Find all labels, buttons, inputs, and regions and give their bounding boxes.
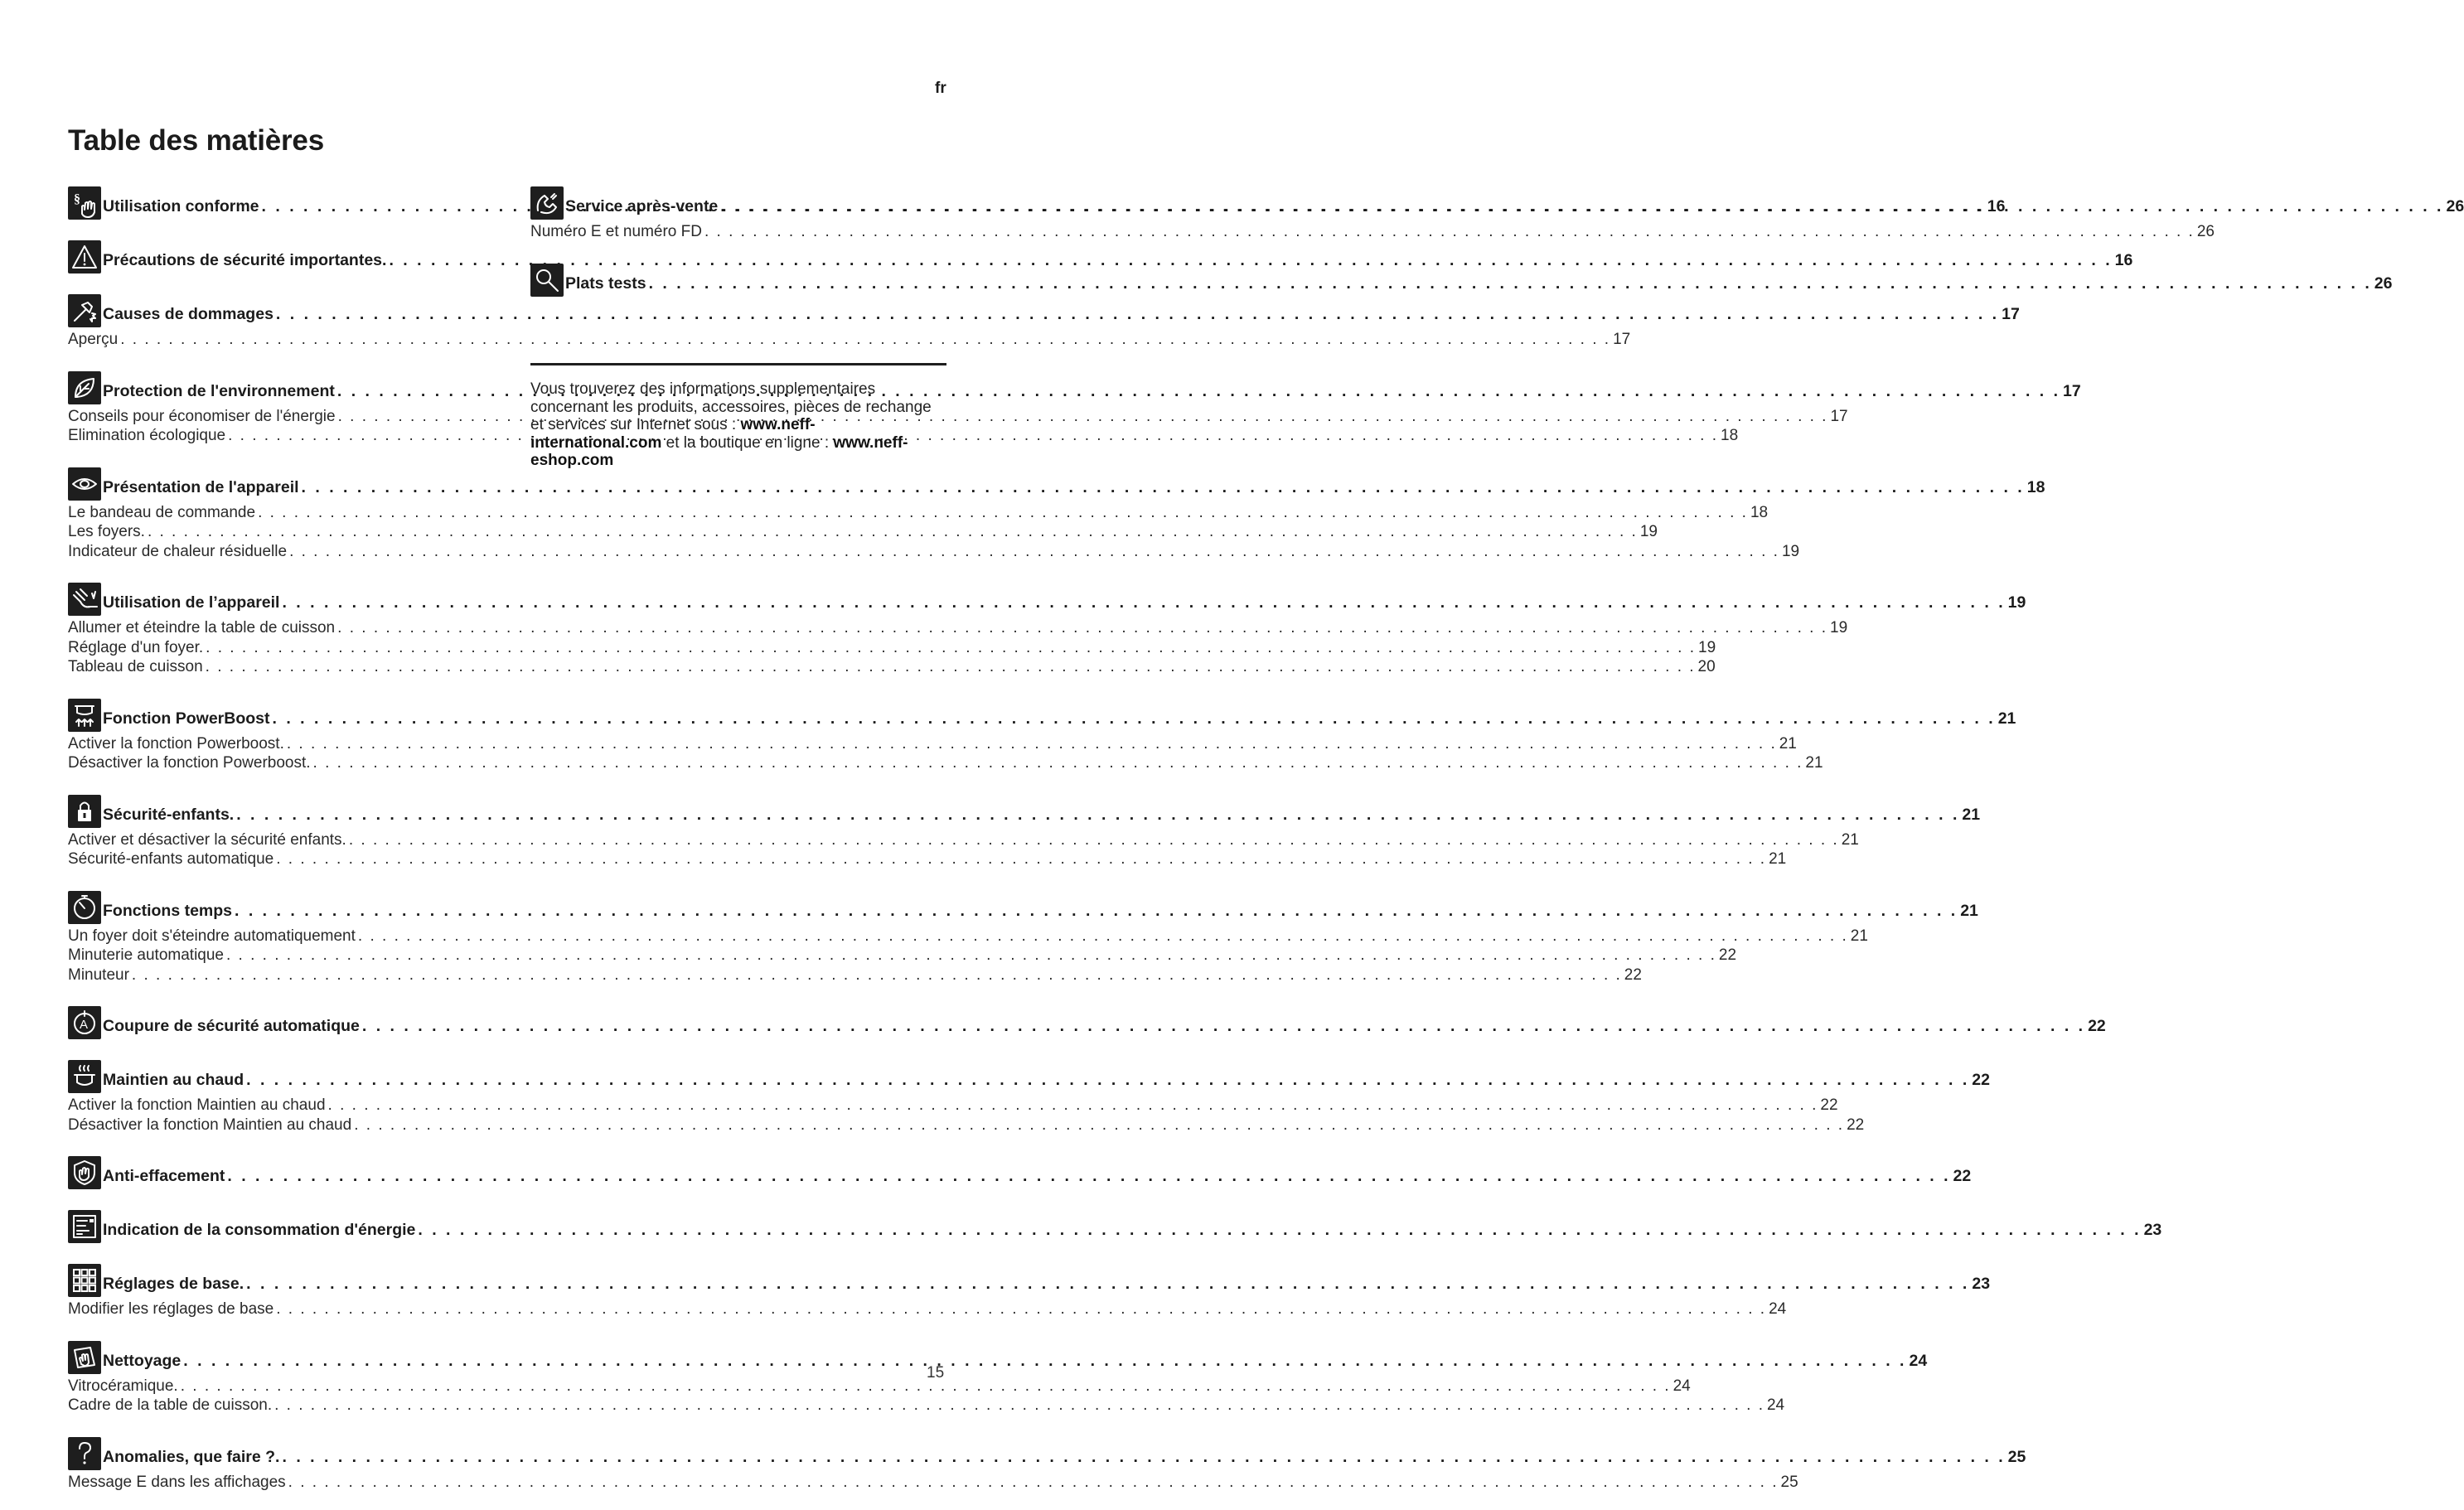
- energy-display-icon: [68, 1210, 101, 1243]
- leader-dots: [226, 946, 1716, 965]
- toc-subentry[interactable]: [68, 331, 1631, 351]
- toc-subentry[interactable]: [68, 1377, 1691, 1397]
- leader-dots: [287, 735, 1777, 753]
- toc-subentry[interactable]: [68, 830, 1859, 851]
- magnifier-icon: [530, 264, 564, 297]
- toc-page-number: 21: [1960, 901, 1978, 920]
- info-paragraph: [530, 380, 945, 470]
- toc-page-number: 18: [1750, 503, 1769, 521]
- toc-subentry[interactable]: [68, 542, 1800, 563]
- grid-settings-icon: [68, 1264, 101, 1297]
- section-hand-icon: [68, 186, 101, 220]
- toc-subentry-label: Numéro E et numéro FD: [530, 223, 702, 240]
- leader-dots: [282, 593, 2005, 612]
- toc-section: [68, 791, 1981, 870]
- leader-dots: [274, 1396, 1764, 1415]
- toc-subentry[interactable]: [68, 503, 1769, 524]
- toc-entry-title: Service après-vente: [565, 197, 719, 215]
- toc-subentry[interactable]: [68, 754, 1823, 774]
- toc-page-number: 19: [1698, 638, 1716, 656]
- toc-subentry-label: Activer et désactiver la sécurité enfants.: [68, 830, 346, 849]
- page-title: Table des matières: [68, 124, 324, 157]
- leader-dots: [276, 850, 1766, 869]
- toc-subentry-label: Aperçu: [68, 331, 119, 348]
- toc-entry-heading[interactable]: [103, 478, 2045, 501]
- toc-subentry[interactable]: [68, 523, 1658, 543]
- toc-subentries: [68, 734, 1823, 774]
- leader-dots: [258, 504, 1748, 522]
- toc-section: [68, 464, 2045, 563]
- toc-section-header: [68, 1434, 2026, 1470]
- toc-page-number: 22: [1718, 946, 1737, 964]
- leader-dots: [235, 902, 1958, 921]
- info-text: Vous trouverez des informations supplementaires concernant les produits, accessoires, pièces de rechange et services sur Internet sous :: [530, 380, 932, 433]
- toc-section: [68, 1261, 1991, 1320]
- toc-page-number: 19: [1830, 619, 1848, 636]
- toc-page-number: 18: [2026, 477, 2045, 496]
- leader-dots: [362, 1017, 2085, 1036]
- toc-section: [68, 579, 2026, 678]
- toc-page-number: 23: [2143, 1221, 2162, 1239]
- toc-page-number: 19: [2007, 593, 2026, 612]
- toc-subentry[interactable]: [530, 223, 2215, 243]
- toc-page-number: 25: [2007, 1447, 2026, 1466]
- toc-subentry[interactable]: [68, 1096, 1838, 1116]
- toc-page-number: 21: [1805, 754, 1823, 772]
- toc-entry-title: Utilisation conforme: [103, 197, 259, 215]
- toc-entry-heading[interactable]: [103, 593, 2026, 616]
- leader-dots: [704, 223, 2195, 241]
- info-link-eshop[interactable]: www.neff-eshop.com: [530, 433, 908, 469]
- toc-subentry-label: Minuterie automatique: [68, 946, 224, 964]
- leader-dots: [418, 1221, 2141, 1240]
- toc-subentry-label: Activer la fonction Powerboost.: [68, 734, 284, 753]
- toc-page-number: 19: [1639, 523, 1658, 540]
- toc-page-number: 22: [2088, 1017, 2106, 1035]
- toc-entry-heading[interactable]: [565, 197, 2464, 220]
- toc-entry-title: Anomalies, que faire ?.: [103, 1447, 280, 1466]
- toc-page-number: 26: [2446, 197, 2464, 215]
- toc-entry-heading[interactable]: [103, 806, 1980, 828]
- toc-subentry-label: Le bandeau de commande: [68, 503, 256, 521]
- toc-entry-title: Protection de l'environnement: [103, 381, 335, 400]
- toc-subentries: [68, 619, 1848, 678]
- toc-entry-heading[interactable]: [103, 1071, 1990, 1093]
- toc-entry-title: Nettoyage: [103, 1351, 182, 1370]
- toc-page-number: 26: [2196, 223, 2215, 240]
- divider: [530, 363, 946, 365]
- toc-section: [68, 1207, 2162, 1243]
- toc-subentry-label: Modifier les réglages de base: [68, 1300, 274, 1318]
- toc-entry-title: Utilisation de l’appareil: [103, 593, 280, 612]
- leader-dots: [132, 966, 1622, 985]
- leader-dots: [337, 619, 1827, 637]
- lock-icon: [68, 795, 101, 828]
- toc-section: [68, 1057, 1990, 1135]
- toc-subentry-label: Elimination écologique: [68, 427, 226, 444]
- toc-subentry-label: Désactiver la fonction Maintien au chaud: [68, 1116, 352, 1134]
- toc-page-number: 19: [1781, 542, 1800, 560]
- svg-text:§: §: [74, 192, 80, 206]
- toc-page-number: 26: [2374, 273, 2393, 293]
- toc-page-number: 22: [1624, 966, 1642, 984]
- toc-subentry[interactable]: [68, 638, 1716, 659]
- toc-subentry-label: Désactiver la fonction Powerboost.: [68, 754, 311, 772]
- wipe-protection-icon: [68, 1156, 101, 1189]
- toc-page-number: 23: [1972, 1275, 1991, 1293]
- hand-operation-icon: [68, 583, 101, 616]
- leader-dots: [313, 754, 1803, 772]
- toc-subentry[interactable]: [68, 927, 1868, 947]
- leader-dots: [206, 639, 1696, 657]
- toc-page-number: 21: [1841, 830, 1859, 849]
- toc-page-number: 16: [1987, 197, 2006, 215]
- toc-section-header: [68, 579, 2026, 616]
- toc-page-number: 18: [1721, 427, 1739, 444]
- stopwatch-icon: [68, 891, 101, 924]
- leader-dots: [282, 1448, 2005, 1467]
- toc-page-number: 22: [1972, 1071, 1990, 1089]
- toc-section-header: [68, 791, 1981, 828]
- leader-dots: [302, 478, 2025, 497]
- toc-subentry[interactable]: [68, 407, 1848, 428]
- auto-shutoff-icon: [68, 1006, 101, 1039]
- toc-page-number: 24: [1673, 1377, 1691, 1395]
- toc-entry-title: Plats tests: [565, 273, 646, 293]
- leader-dots: [328, 1096, 1818, 1115]
- warning-triangle-icon: [68, 240, 101, 273]
- toc-subentry-label: Sécurité-enfants automatique: [68, 850, 274, 868]
- leader-dots: [649, 274, 2372, 293]
- toc-subentry[interactable]: [68, 966, 1642, 986]
- toc-subentry[interactable]: [68, 734, 1797, 755]
- toc-section-header: [68, 1261, 1991, 1297]
- toc-page-number: 24: [1769, 1300, 1787, 1318]
- toc-subentries: [68, 1300, 1787, 1320]
- toc-page-number: 21: [1850, 927, 1868, 945]
- leader-dots: [349, 831, 1839, 849]
- toc-subentry[interactable]: [68, 946, 1737, 966]
- eye-icon: [68, 467, 101, 501]
- toc-page-number: 21: [1997, 709, 2016, 728]
- toc-subentry-label: Un foyer doit s'éteindre automatiquement: [68, 927, 356, 945]
- toc-entry-heading[interactable]: [103, 709, 2016, 732]
- toc-section: [68, 695, 2016, 774]
- toc-entry-title: Anti-effacement: [103, 1167, 225, 1185]
- language-code: fr: [935, 80, 946, 97]
- toc-subentry[interactable]: [68, 1116, 1865, 1136]
- leader-dots: [289, 543, 1779, 561]
- toc-section-header: [68, 888, 1978, 924]
- leader-dots: [246, 1071, 1969, 1090]
- toc-page-number: 22: [1847, 1116, 1865, 1134]
- toc-subentry-label: Tableau de cuisson: [68, 658, 203, 675]
- leader-dots: [181, 1377, 1671, 1396]
- toc-subentries: [68, 830, 1859, 870]
- leader-dots: [183, 1352, 1906, 1371]
- hammer-damage-icon: [68, 294, 101, 327]
- toc-entry-title: Causes de dommages: [103, 305, 274, 323]
- question-icon: [68, 1437, 101, 1470]
- toc-page-number: 21: [1962, 805, 1981, 824]
- toc-subentry[interactable]: [68, 658, 1716, 678]
- toc-section-header: [68, 1003, 2106, 1039]
- toc-entry-heading[interactable]: [103, 1352, 1927, 1374]
- toc-page-number: 16: [2114, 251, 2133, 269]
- toc-entry-title: Précautions de sécurité importantes.: [103, 251, 387, 269]
- toc-subentry-label: Réglage d'un foyer.: [68, 638, 204, 656]
- toc-subentry-label: Minuteur: [68, 966, 129, 984]
- toc-entry-heading[interactable]: [565, 274, 2392, 297]
- toc-entry-title: Réglages de base.: [103, 1275, 244, 1293]
- toc-entry-heading[interactable]: [103, 382, 2081, 404]
- toc-entry-title: Coupure de sécurité automatique: [103, 1017, 360, 1035]
- toc-entry-heading[interactable]: [103, 1167, 1971, 1189]
- toc-page-number: 17: [2063, 381, 2081, 400]
- toc-page-number: 21: [1779, 734, 1797, 753]
- toc-entry-title: Indication de la consommation d'énergie: [103, 1221, 416, 1239]
- leader-dots: [120, 331, 1610, 349]
- toc-section-header: [68, 1207, 2162, 1243]
- toc-entry-heading[interactable]: [103, 251, 2132, 273]
- toc-section-header: [68, 368, 2081, 404]
- leader-dots: [227, 1167, 1950, 1186]
- toc-subentries: [68, 1473, 1798, 1493]
- toc-page-number: 21: [1769, 850, 1787, 868]
- service-phone-icon: [530, 186, 564, 220]
- toc-page-number: 24: [1909, 1351, 1928, 1370]
- toc-subentry-label: Conseils pour économiser de l'énergie: [68, 407, 336, 425]
- toc-subentries: [68, 503, 1800, 563]
- toc-section-header: [68, 695, 2016, 732]
- toc-section: [68, 1153, 1972, 1189]
- leader-dots: [288, 1474, 1779, 1492]
- leader-dots: [246, 1275, 1969, 1294]
- leader-dots: [206, 658, 1696, 676]
- page-number: 15: [927, 1364, 945, 1382]
- toc-subentries: [68, 1377, 1785, 1416]
- toc-entry-heading[interactable]: [103, 1221, 2161, 1243]
- toc-entry-heading[interactable]: [103, 1017, 2106, 1039]
- toc-page-number: 17: [1830, 407, 1848, 425]
- leader-dots: [236, 806, 1959, 825]
- toc-page-number: 22: [1820, 1096, 1838, 1114]
- toc-entry-heading[interactable]: [103, 1275, 1990, 1297]
- toc-entry-heading[interactable]: [103, 902, 1978, 924]
- powerboost-pot-icon: [68, 699, 101, 732]
- toc-subentry[interactable]: [68, 850, 1787, 870]
- toc-entry-title: Fonction PowerBoost: [103, 709, 270, 728]
- toc-subentry[interactable]: [68, 619, 1848, 639]
- toc-subentry-label: Cadre de la table de cuisson.: [68, 1396, 273, 1414]
- toc-section: [68, 237, 2133, 273]
- leader-dots: [358, 927, 1848, 946]
- leader-dots: [354, 1116, 1844, 1135]
- svg-text:A: A: [80, 1018, 89, 1032]
- toc-subentry-label: Activer la fonction Maintien au chaud: [68, 1096, 326, 1114]
- toc-section: [68, 1003, 2106, 1039]
- info-text-2: et la boutique en ligne :: [661, 433, 834, 452]
- toc-section-header: [68, 464, 2045, 501]
- toc-subentry[interactable]: [68, 1396, 1785, 1416]
- toc-entry-heading[interactable]: [103, 1448, 2026, 1470]
- toc-subentry-label: Indicateur de chaleur résiduelle: [68, 542, 288, 560]
- leader-dots: [228, 427, 1718, 445]
- leader-dots: [276, 1300, 1766, 1319]
- toc-section-header: [68, 1153, 1972, 1189]
- toc-subentry-label: Message E dans les affichages: [68, 1473, 286, 1491]
- toc-subentry[interactable]: [68, 1300, 1787, 1320]
- toc-subentries: [68, 331, 1631, 351]
- toc-section: [68, 888, 1978, 986]
- info-link-international[interactable]: www.neff-international.com: [530, 416, 816, 452]
- toc-page-number: 25: [1780, 1473, 1798, 1491]
- leader-dots: [148, 523, 1638, 541]
- toc-subentry-label: Allumer et éteindre la table de cuisson: [68, 619, 336, 636]
- toc-entry-title: Sécurité-enfants.: [103, 805, 235, 824]
- keep-warm-icon: [68, 1060, 101, 1093]
- toc-entry-title: Présentation de l'appareil: [103, 477, 299, 496]
- leader-dots: [273, 709, 1996, 728]
- toc-page-number: 20: [1697, 658, 1716, 675]
- toc-section: [68, 291, 2020, 351]
- toc-entry-title: Maintien au chaud: [103, 1071, 244, 1089]
- toc-subentries: [68, 1096, 1865, 1135]
- toc-subentries: [68, 927, 1868, 986]
- cleaning-icon: [68, 1341, 101, 1374]
- toc-page-number: 17: [1613, 331, 1631, 348]
- toc-subentries: [530, 223, 2215, 243]
- toc-section-header: [68, 1057, 1990, 1093]
- toc-subentry[interactable]: [68, 1473, 1798, 1493]
- toc-section: [68, 1434, 2026, 1493]
- leader-dots: [720, 197, 2443, 216]
- toc-entry-title: Fonctions temps: [103, 901, 233, 920]
- toc-page-number: 24: [1766, 1396, 1785, 1414]
- toc-entry-heading[interactable]: [103, 305, 2020, 327]
- toc-section-header: [68, 237, 2133, 273]
- toc-section-header: [68, 291, 2020, 327]
- toc-subentry-label: Les foyers.: [68, 523, 145, 540]
- toc-subentry-label: Vitrocéramique.: [68, 1377, 178, 1395]
- leaf-icon: [68, 371, 101, 404]
- toc-page-number: 17: [2002, 305, 2020, 323]
- toc-page-number: 22: [1953, 1167, 1972, 1185]
